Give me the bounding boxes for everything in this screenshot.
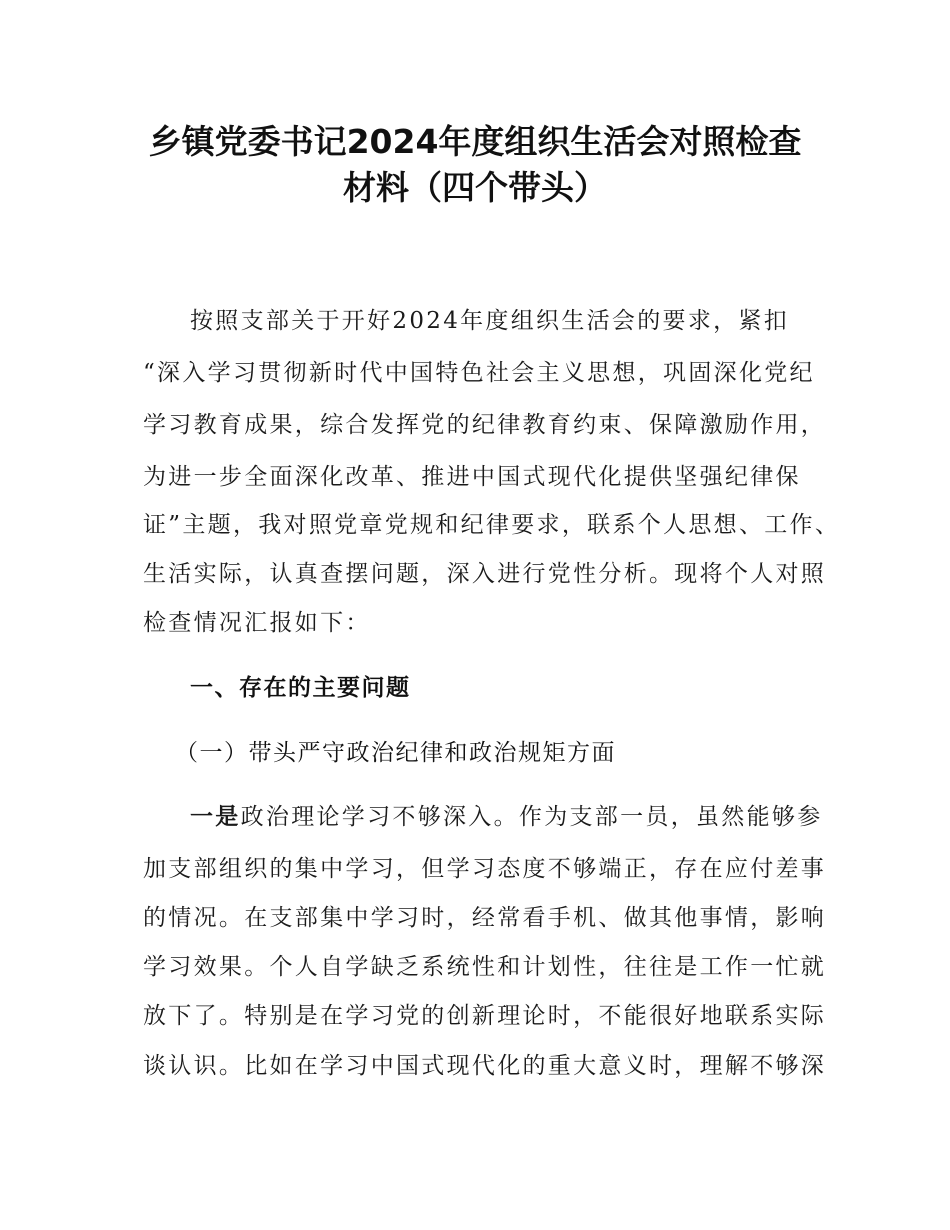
intro-line-6: 生活实际，认真查摆问题，深入进行党性分析。现将个人对照: [143, 561, 827, 587]
subsection-heading: （一）带头严守政治纪律和政治规矩方面: [175, 740, 616, 766]
point-1-line-3: 的情况。在支部集中学习时，经常看手机、做其他事情，影响: [143, 905, 827, 931]
intro-line-3: 学习教育成果，综合发挥党的纪律教育约束、保障激励作用，: [143, 412, 827, 438]
intro-line-7: 检查情况汇报如下：: [143, 610, 371, 636]
intro-line-5: 证”主题，我对照党章党规和纪律要求，联系个人思想、工作、: [143, 512, 841, 538]
point-1-line-4: 学习效果。个人自学缺乏系统性和计划性，往往是工作一忙就: [143, 954, 827, 980]
intro-line-1: 按照支部关于开好2024年度组织生活会的要求，紧扣: [190, 308, 790, 334]
document-title-line-2: 材料（四个带头）: [343, 168, 607, 207]
document-title-line-1: 乡镇党委书记2024年度组织生活会对照检查: [148, 122, 802, 161]
point-1-first-line-text: 政治理论学习不够深入。作为支部一员，虽然能够参: [240, 804, 823, 830]
point-1-line-6: 谈认识。比如在学习中国式现代化的重大意义时，理解不够深: [143, 1053, 827, 1079]
point-1-lead: 一是: [190, 804, 241, 830]
point-1-line-5: 放下了。特别是在学习党的创新理论时，不能很好地联系实际: [143, 1003, 827, 1029]
intro-line-2: “深入学习贯彻新时代中国特色社会主义思想，巩固深化党纪: [143, 360, 815, 386]
section-heading: 一、存在的主要问题: [190, 675, 411, 701]
intro-line-4: 为进一步全面深化改革、推进中国式现代化提供坚强纪律保: [143, 464, 801, 490]
point-1-first-line: [190, 800, 823, 834]
point-1-line-2: 加支部组织的集中学习，但学习态度不够端正，存在应付差事: [143, 856, 827, 882]
